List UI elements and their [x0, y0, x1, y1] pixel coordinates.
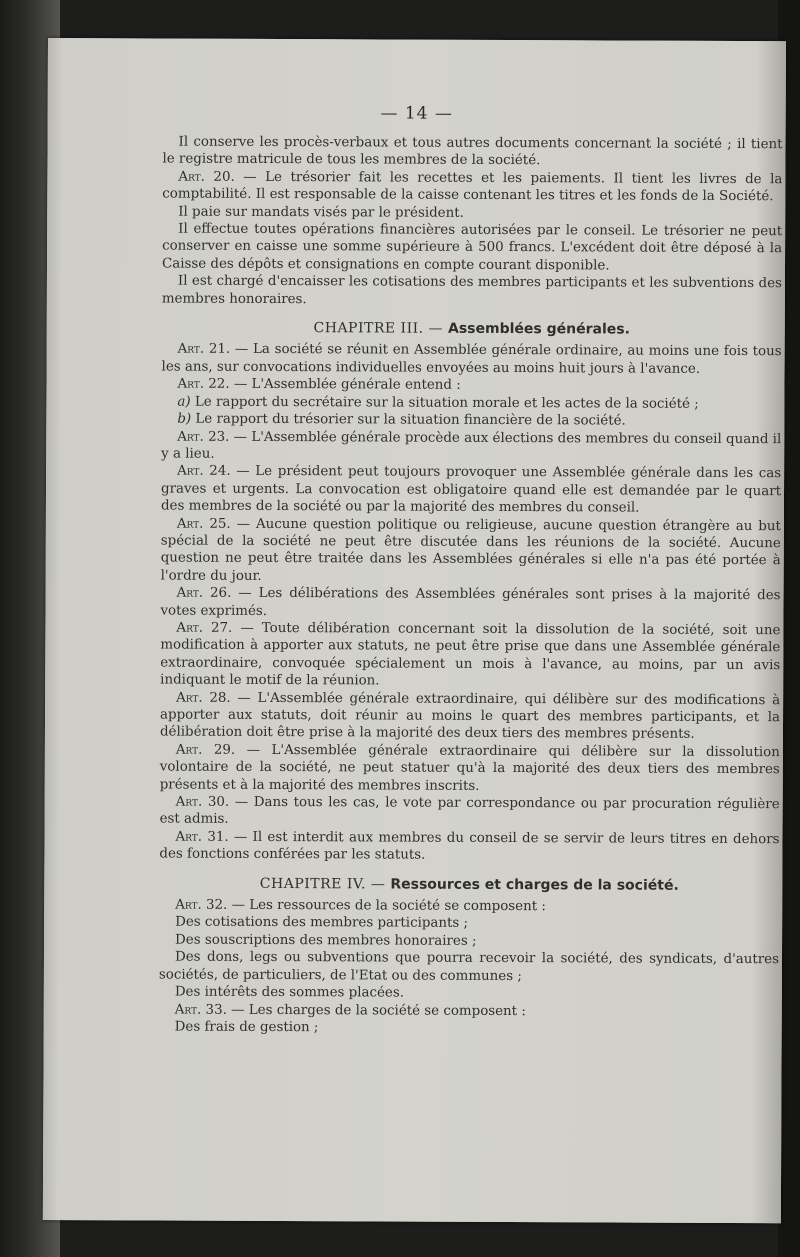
- article-paragraph: [161, 376, 781, 396]
- article-label: Art. 29.: [175, 742, 236, 758]
- document-body: [159, 134, 783, 1039]
- article-text: — Le trésorier fait les recettes et les paiements. Il tient les livres de la comptabilité. Il est responsable de la caisse contenant les titres et les fonds de la Société.: [162, 169, 783, 205]
- list-item-text: Le rapport du secrétaire sur la situation morale et les actes de la société ;: [190, 394, 699, 412]
- list-item-text: Le rapport du trésorier sur la situation financière de la société.: [191, 411, 626, 429]
- paragraph: Il paie sur mandats visés par le président.: [178, 204, 464, 221]
- article-label: Art. 30.: [175, 794, 230, 810]
- article-label: Art. 21.: [177, 342, 231, 358]
- article-text: — L'Assemblée générale entend :: [229, 377, 461, 394]
- article-label: Art. 20.: [178, 169, 235, 185]
- article-text: — Les ressources de la société se composent :: [227, 897, 546, 915]
- article-label: Art. 25.: [176, 516, 231, 532]
- chapter-title: Ressources et charges de la société.: [390, 876, 679, 894]
- page-number: — 14 —: [380, 103, 453, 124]
- article-text: — Les charges de la société se composent :: [226, 1002, 526, 1019]
- article-paragraph: [162, 168, 782, 206]
- article-text: — La société se réunit en Assemblée générale ordinaire, au moins une fois tous les ans, sur convocations individuelles envoyées au moins huit jours à l'avance.: [161, 342, 782, 377]
- article-text: — Toute délibération concernant soit la dissolution de la société, soit une modification à apporter aux statuts, ne peut être prise que dans une Assemblée générale extraordinaire, convoquée spécialement un mois à l'avance, au moins, par un avis indiquant le motif de la réunion.: [160, 620, 781, 689]
- paragraph: Des frais de gestion ;: [174, 1019, 319, 1036]
- paragraph: Des dons, legs ou subventions que pourra recevoir la société, des syndicats, d'autres sociétés, de particuliers, de l'Etat ou des communes ;: [158, 949, 780, 984]
- article-text: — Les délibérations des Assemblées générales sont prises à la majorité des votes exprimés.: [160, 585, 781, 619]
- paragraph: Des cotisations des membres participants ;: [175, 915, 469, 932]
- article-paragraph: [160, 585, 780, 623]
- list-item-marker: b): [177, 411, 192, 427]
- article-label: Art. 24.: [177, 463, 231, 480]
- article-text: — L'Assemblée générale procède aux élections des membres du conseil quand il y a lieu.: [161, 429, 782, 462]
- chapter-title: Assemblées générales.: [447, 320, 630, 338]
- article-paragraph: [162, 341, 782, 379]
- article-label: Art. 32.: [175, 897, 228, 913]
- article-label: Art. 23.: [177, 429, 230, 445]
- article-paragraph: [159, 828, 779, 866]
- article-label: Art. 28.: [176, 690, 231, 706]
- article-paragraph: [160, 741, 780, 796]
- chapter-heading: [162, 320, 782, 340]
- chapter-heading: [159, 875, 779, 895]
- document-page: [43, 38, 786, 1223]
- article-text: — L'Assemblée générale extraordinaire, qui délibère sur des modifications à apporter aux statuts, doit réunir au moins le quart des membres participants, et la délibération doit être prise à la majorité des deux tiers des membres présents.: [159, 690, 781, 743]
- paragraph: Des souscriptions des membres honoraires ;: [175, 932, 477, 949]
- chapter-number: CHAPITRE III. —: [313, 320, 449, 337]
- list-item-marker: a): [177, 394, 191, 410]
- article-text: — Il est interdit aux membres du conseil de se servir de leurs titres en dehors des fonctions conférées par les statuts.: [159, 829, 780, 863]
- article-label: Art. 26.: [176, 585, 232, 601]
- paragraph: Il est chargé d'encaisser les cotisations des membres participants et les subventions des membres honoraires.: [161, 273, 782, 307]
- article-label: Art. 27.: [176, 620, 233, 636]
- article-paragraph: [161, 463, 781, 518]
- article-paragraph: [160, 689, 780, 744]
- article-label: Art. 31.: [175, 829, 229, 845]
- paragraph: Il effectue toutes opérations financières autorisées par le conseil. Le trésorier ne peut conserver en caisse une somme supérieure à 500 francs. L'excédent doit être déposé à la Caisse des dépôts et consignations en compte courant disponible.: [161, 221, 783, 274]
- paragraph: Il conserve les procès-verbaux et tous autres documents concernant la société ; il tient le registre matricule de tous les membres de la société.: [162, 134, 783, 169]
- article-text: — Aucune question politique ou religieuse, aucune question étrangère au but spécial de la société ne peut être discutée dans les réunions de la société. Aucune question ne peut être traitée dans les Assemblées générales si elle n'a pas été portée à l'ordre du jour.: [160, 516, 781, 584]
- article-paragraph: [161, 515, 781, 587]
- article-paragraph: [160, 794, 780, 832]
- article-text: — Dans tous les cas, le vote par correspondance ou par procuration régulière est admis.: [159, 794, 780, 828]
- list-item: [161, 411, 781, 431]
- article-text: — L'Assemblée générale extraordinaire qui délibère sur la dissolution volontaire de la société, ne peut statuer qu'à la majorité des deux tiers des membres présents et à la majorité des membres inscrits.: [159, 742, 780, 794]
- article-label: Art. 22.: [177, 376, 230, 393]
- article-text: — Le président peut toujours provoquer une Assemblée générale dans les cas graves et urgents. La convocation est obligatoire quand elle est demandée par le quart des membres de la société ou par la majorité des membres du conseil.: [160, 464, 782, 516]
- paragraph: Des intérêts des sommes placées.: [174, 984, 405, 1001]
- article-paragraph: [160, 619, 780, 691]
- chapter-number: CHAPITRE IV. —: [259, 875, 391, 893]
- article-label: Art. 33.: [174, 1002, 227, 1018]
- article-paragraph: [161, 428, 781, 466]
